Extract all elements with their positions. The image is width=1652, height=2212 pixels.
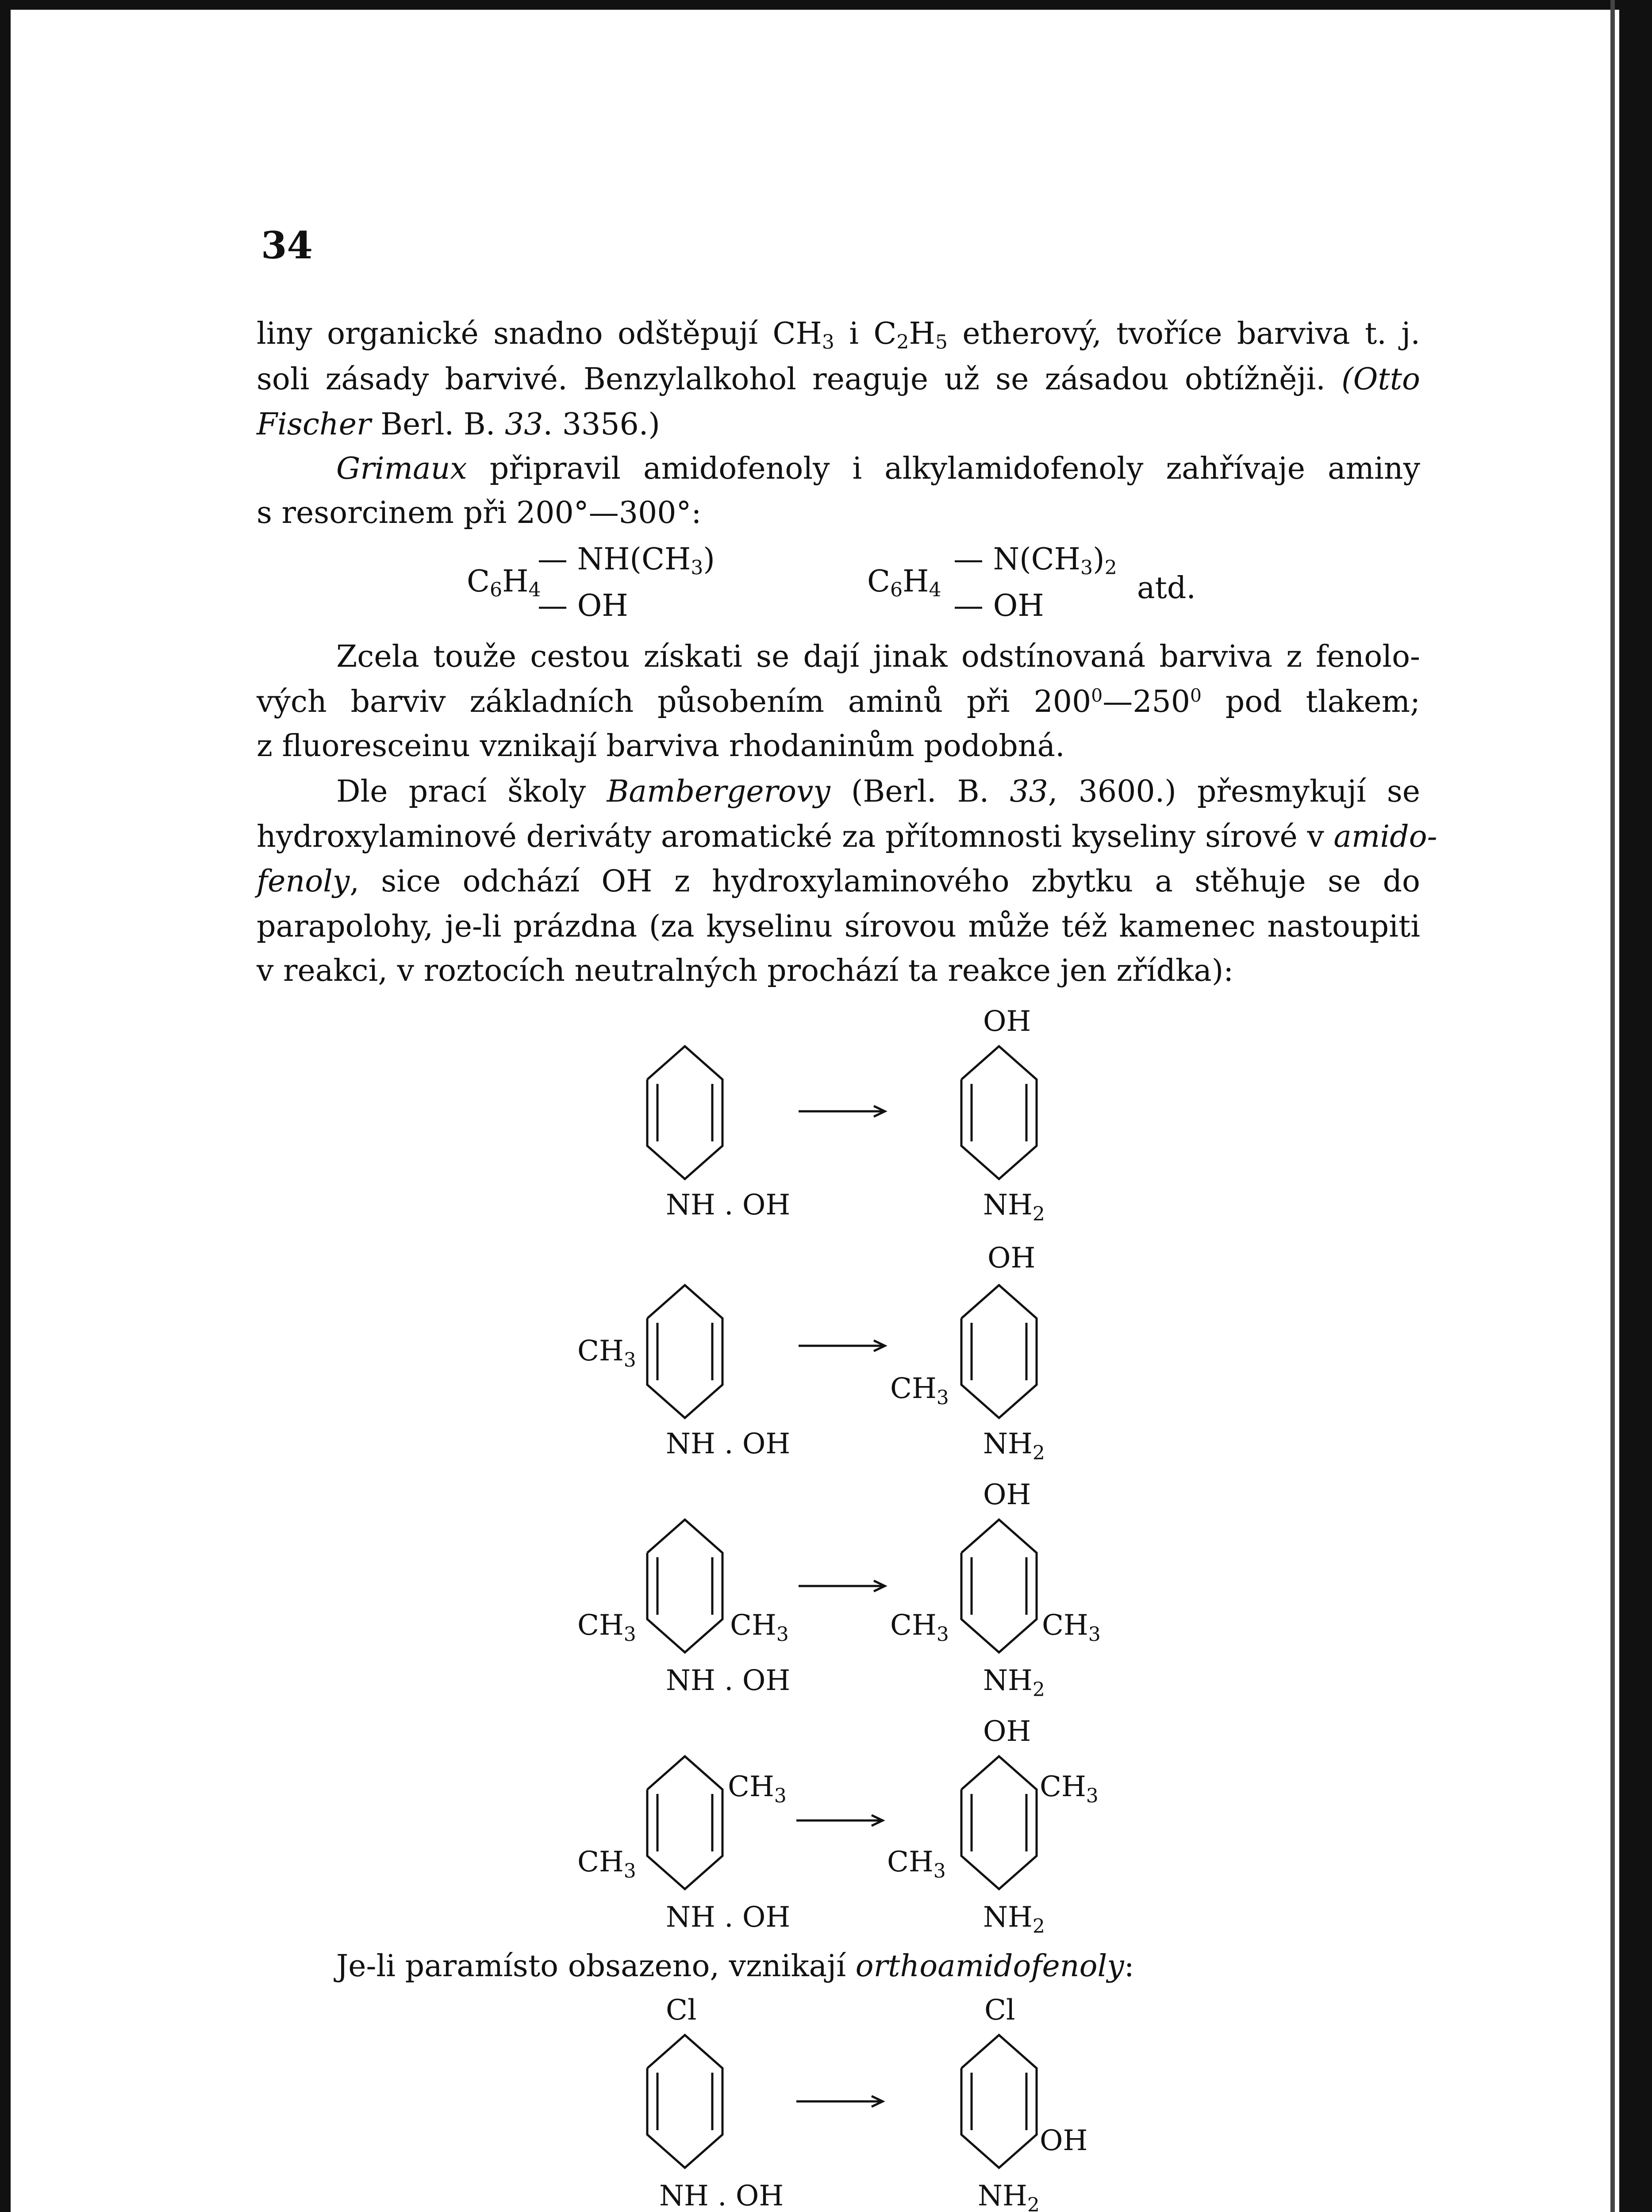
benzene-ring [647, 1756, 722, 1889]
r1-left-bottom: NH . OH [666, 1189, 791, 1221]
para4-line1: Dle prací školy Bambergerovy (Berl. B. 33, 3600.) přesmykují se [336, 774, 1421, 809]
benzene-ring [647, 1520, 722, 1652]
r4-right-top: OH [983, 1715, 1031, 1748]
formula2-top: — $N(CH_3)_2$ [953, 542, 1117, 580]
r3-left-r: $CH_3$ [730, 1609, 789, 1646]
benzene-ring [647, 1046, 722, 1179]
para2-line1: Grimaux připravil amidofenoly i alkylamidofenoly zahřívaje aminy [336, 451, 1420, 486]
benzene-ring [961, 2035, 1037, 2168]
formula-etc: atd. [1137, 571, 1196, 606]
reaction-1 [647, 1005, 1045, 1225]
benzene-ring [647, 1285, 722, 1418]
para5-line1: Je-li paramísto obsazeno, vznikají orthoamidofenoly: [336, 1949, 1134, 1984]
para2-line2: s resorcinem při 200°—300°: [257, 495, 702, 530]
para1-line1: liny organické snadno odštěpují $CH_3$ i $C_2H_5$ etherový, tvoříce barviva t. j. [257, 316, 1420, 354]
page-number: 34 [261, 223, 313, 267]
r1-right-bottom: $NH_2$ [983, 1189, 1045, 1225]
benzene-ring [961, 1756, 1037, 1889]
reaction-4 [577, 1715, 1099, 1938]
reaction-2 [577, 1242, 1045, 1464]
para4-line5: v reakci, v roztocích neutralných prochází ta reakce jen zřídka): [257, 953, 1234, 988]
reaction-arrow [799, 1581, 885, 1591]
para3-line2: vých barviv základních působením aminů při $200^0—250^0$ pod tlakem; [257, 684, 1420, 719]
formula1-top: — $NH(CH_3)$ [538, 542, 715, 580]
r4-right-tr: $CH_3$ [1040, 1770, 1099, 1807]
reaction-arrow [799, 1340, 885, 1351]
r5-right-bottom: $NH_2$ [978, 2180, 1040, 2212]
r2-left-side: $CH_3$ [577, 1335, 636, 1371]
r3-left-bottom: NH . OH [666, 1664, 791, 1697]
para4-line4: parapolohy, je-li prázdna (za kyselinu sírovou může též kamenec nastoupiti [257, 909, 1420, 944]
r2-right-bottom: $NH_2$ [983, 1428, 1045, 1464]
r3-left-l: $CH_3$ [577, 1609, 636, 1646]
benzene-ring [647, 2035, 722, 2168]
benzene-ring [961, 1285, 1037, 1418]
reaction-3 [577, 1479, 1101, 1701]
r5-left-top: Cl [666, 1994, 697, 2027]
r2-left-bottom: NH . OH [666, 1428, 791, 1460]
para4-line2: hydroxylaminové deriváty aromatické za přítomnosti kyseliny sírové v amido- [257, 819, 1437, 854]
para4-line3: fenoly, sice odchází OH z hydroxylaminového zbytku a stěhuje se do [257, 864, 1420, 899]
r3-right-r: $CH_3$ [1042, 1609, 1101, 1646]
r5-left-bottom: NH . OH [659, 2180, 784, 2212]
formula1-bottom: — OH [538, 588, 628, 623]
benzene-ring [961, 1520, 1037, 1652]
r3-right-bottom: $NH_2$ [983, 1664, 1045, 1701]
formula2-base: $C_6H_4$ [867, 564, 941, 602]
reaction-5 [647, 1994, 1087, 2212]
r3-right-l: $CH_3$ [890, 1609, 949, 1646]
formula1-base: $C_6H_4$ [467, 564, 541, 602]
r2-right-top: OH [987, 1242, 1036, 1275]
r5-right-top: Cl [984, 1994, 1015, 2027]
para1-line3: Fischer Berl. B. 33. 3356.) [257, 407, 660, 442]
r4-left-tr: $CH_3$ [728, 1770, 787, 1807]
r4-left-bottom: NH . OH [666, 1901, 791, 1934]
r4-right-bottom: $NH_2$ [983, 1901, 1045, 1938]
r4-left-l: $CH_3$ [577, 1846, 636, 1882]
para3-line1: Zcela touže cestou získati se dají jinak odstínovaná barviva z fenolo- [336, 639, 1420, 674]
r4-right-l: $CH_3$ [887, 1846, 946, 1882]
r5-right-side: OH [1040, 2124, 1088, 2157]
reaction-arrow [796, 2096, 883, 2107]
para3-line3: z fluoresceinu vznikají barviva rhodaninům podobná. [257, 729, 1065, 764]
reaction-arrow [796, 1815, 883, 1826]
r1-right-top: OH [983, 1005, 1031, 1038]
reaction-arrow [799, 1106, 885, 1117]
r3-right-top: OH [983, 1479, 1031, 1511]
r2-right-side: $CH_3$ [890, 1372, 949, 1409]
para1-line2: soli zásady barvivé. Benzylalkohol reaguje už se zásadou obtížněji. (Otto [257, 362, 1420, 397]
benzene-ring [961, 1046, 1037, 1179]
formula2-bottom: — OH [953, 588, 1044, 623]
